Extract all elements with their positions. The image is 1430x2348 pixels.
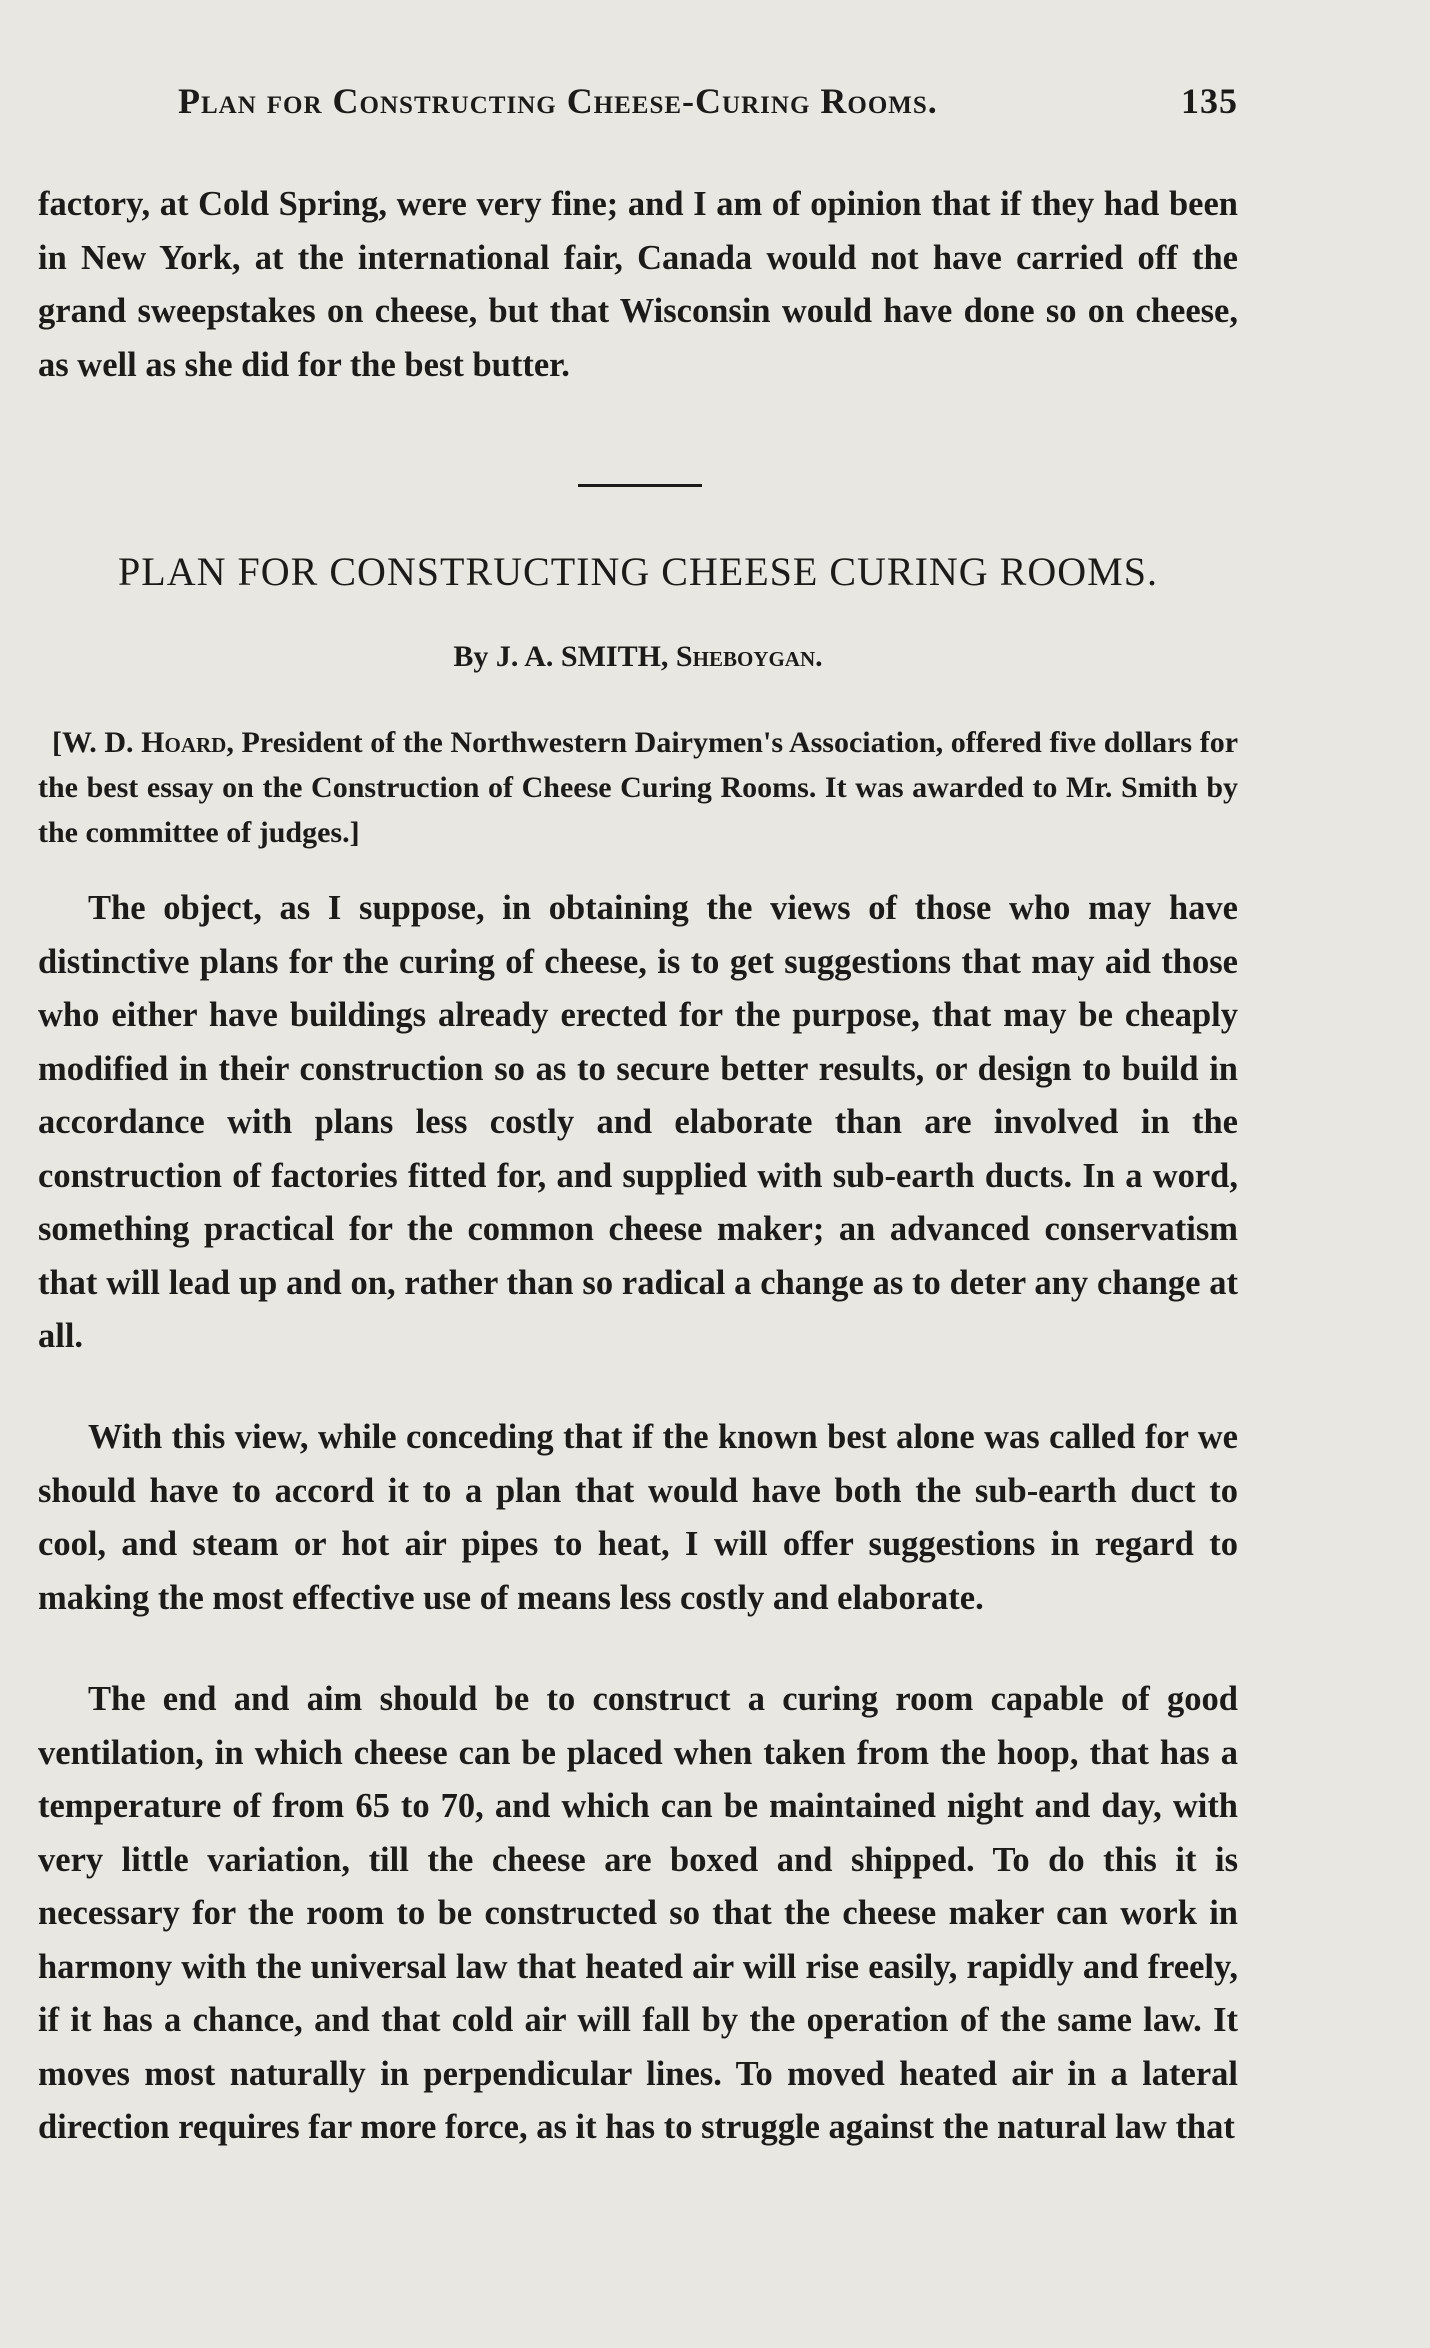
section-divider [578,484,702,487]
body-paragraph-2: With this view, while conceding that if the known best alone was called for we should have to accord it to a plan that would have both the sub-earth duct to cool, and steam or hot air pipes to heat, I will offer suggestions in regard to making the most effective use of means less costly and elaborate. [38,1418,1238,1617]
article-title: PLAN FOR CONSTRUCTING CHEESE CURING ROOMS. [118,549,1158,594]
body-paragraph-3: The end and aim should be to construct a curing room capable of good ventilation, in which cheese can be placed when taken from the hoop, that has a temperature of from 65 to 70, and which can be maintained night and day, with very little variation, till the cheese are boxed and shipped. To do this it is necessary for the room to be constructed so that the cheese maker can work in harmony with the universal law that heated air will rise easily, rapidly and freely, if it has a chance, and that cold air will fall by the operation of the same law. It moves most naturally in perpendicular lines. To moved heated air in a lateral direction requires far more force, as it has to struggle against the natural law that [38,1680,1238,2146]
byline-place: Sheboygan. [675,640,823,673]
editorial-note-text: President of the Northwestern Dairymen's Association, offered five dollars for the best essay on the Construction of Cheese Curing Rooms. It was awarded to Mr. Smith by the committee of judges.] [38,726,1239,849]
byline-author: By J. A. SMITH, [453,640,669,673]
running-head-title: Plan for Constructing Cheese-Curing Rooms. [178,81,938,121]
running-head [178,80,1238,130]
byline [38,640,1238,674]
editorial-note-name: [W. D. Hoard, [52,726,234,759]
body-paragraph-1: The object, as I suppose, in obtaining the views of those who may have distinctive plans for the curing of cheese, is to get suggestions that may aid those who either have buildings already erected for the purpose, that may be cheaply modified in their construction so as to secure better results, or design to build in accordance with plans less costly and elaborate than are involved in the construction of factories fitted for, and supplied with sub-earth ducts. In a word, something practical for the common cheese maker; an advanced conservatism that will lead up and on, rather than so radical a change as to deter any change at all. [38,889,1238,1355]
page-number: 135 [1181,81,1238,121]
editorial-note [38,720,1238,855]
carryover-paragraph: factory, at Cold Spring, were very fine; and I am of opinion that if they had been in New York, at the international fair, Canada would not have carried off the grand sweepstakes on cheese, but that Wisconsin would have done so on cheese, as well as she did for the best butter. [38,185,1238,384]
